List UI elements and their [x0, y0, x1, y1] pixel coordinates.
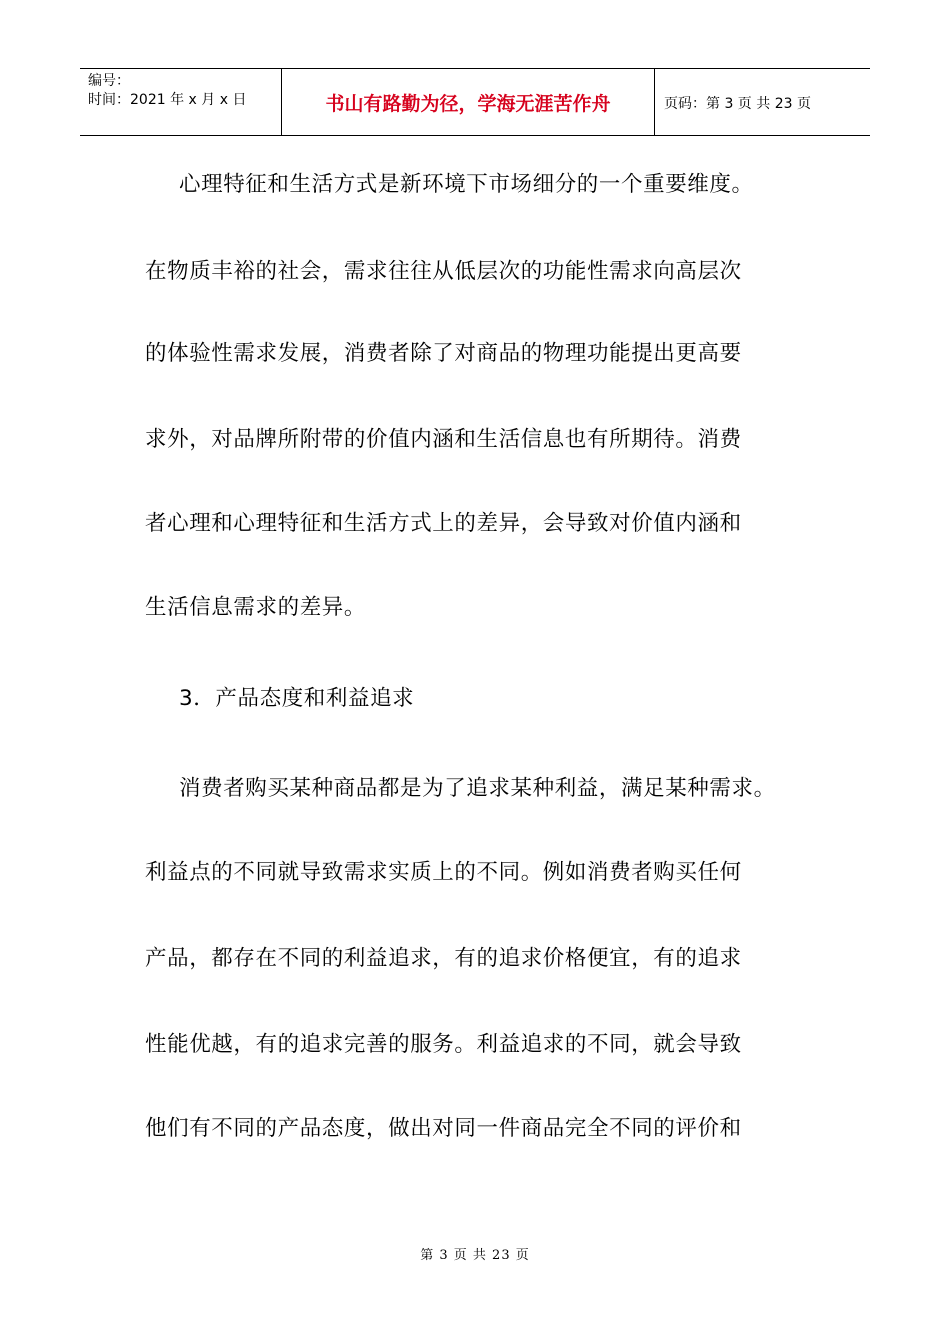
header-motto: 书山有路勤为径，学海无涯苦作舟: [325, 93, 611, 115]
body-line: 心理特征和生活方式是新环境下市场细分的一个重要维度。: [179, 172, 754, 197]
body-line: 利益点的不同就导致需求实质上的不同。例如消费者购买任何: [145, 860, 742, 885]
body-line: 求外，对品牌所附带的价值内涵和生活信息也有所期待。消费: [145, 427, 742, 452]
body-line: 消费者购买某种商品都是为了追求某种利益，满足某种需求。: [179, 776, 776, 801]
body-line: 性能优越，有的追求完善的服务。利益追求的不同，就会导致: [145, 1032, 742, 1057]
body-line: 生活信息需求的差异。: [145, 595, 367, 620]
header-middle-cell: [282, 69, 655, 135]
document-header: [80, 68, 870, 136]
header-page-label: 页码：第 3 页 共 23 页: [664, 96, 811, 112]
body-line: 在物质丰裕的社会，需求往往从低层次的功能性需求向高层次: [145, 259, 742, 284]
page-footer: 第 3 页 共 23 页: [420, 1248, 530, 1263]
body-line: 产品，都存在不同的利益追求，有的追求价格便宜，有的追求: [145, 946, 742, 971]
section-heading: 3．产品态度和利益追求: [179, 686, 415, 711]
header-left-cell: [80, 69, 282, 135]
header-right-cell: [655, 69, 870, 135]
body-line: 他们有不同的产品态度，做出对同一件商品完全不同的评价和: [145, 1116, 742, 1141]
body-line: 的体验性需求发展，消费者除了对商品的物理功能提出更高要: [145, 341, 742, 366]
body-line: 者心理和心理特征和生活方式上的差异，会导致对价值内涵和: [145, 511, 742, 536]
header-time-label: 时间：2021 年 x 月 x 日: [88, 92, 247, 108]
header-number-label: 编号：: [88, 73, 130, 89]
